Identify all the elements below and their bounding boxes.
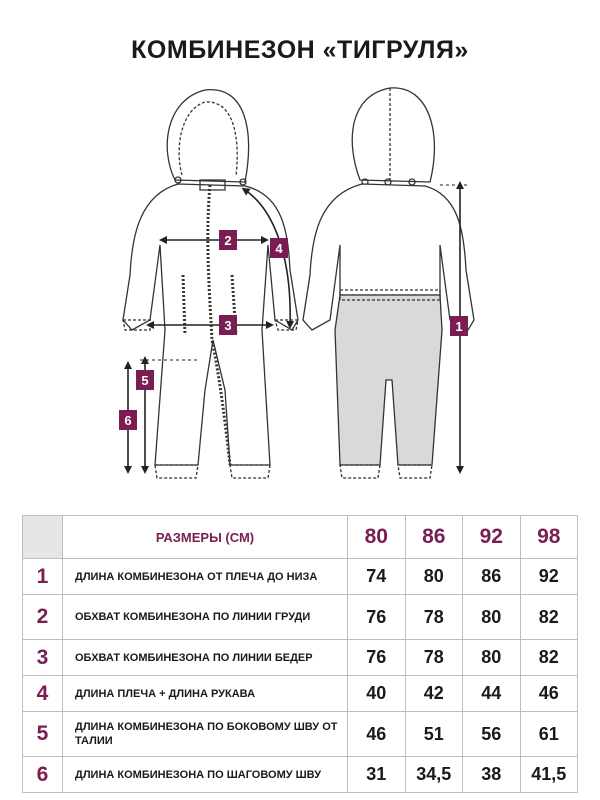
row-value: 46 bbox=[348, 712, 406, 757]
svg-text:6: 6 bbox=[124, 413, 132, 428]
row-value: 74 bbox=[348, 559, 406, 595]
row-number: 4 bbox=[23, 676, 63, 712]
table-row bbox=[23, 559, 578, 595]
row-number: 6 bbox=[23, 757, 63, 793]
row-value: 86 bbox=[463, 559, 521, 595]
row-value: 76 bbox=[348, 640, 406, 676]
row-value: 40 bbox=[348, 676, 406, 712]
table-row bbox=[23, 595, 578, 640]
front-view bbox=[123, 90, 298, 478]
row-value: 34,5 bbox=[405, 757, 463, 793]
table-row bbox=[23, 676, 578, 712]
header-sizes-label: РАЗМЕРЫ (СМ) bbox=[63, 516, 348, 559]
header-empty-cell bbox=[23, 516, 63, 559]
row-value: 80 bbox=[463, 640, 521, 676]
row-value: 38 bbox=[463, 757, 521, 793]
row-value: 78 bbox=[405, 640, 463, 676]
back-view bbox=[303, 88, 474, 478]
row-label: ДЛИНА ПЛЕЧА + ДЛИНА РУКАВА bbox=[63, 676, 348, 712]
header-size-80: 80 bbox=[348, 516, 406, 559]
row-value: 80 bbox=[463, 595, 521, 640]
row-value: 56 bbox=[463, 712, 521, 757]
size-table bbox=[22, 515, 578, 793]
row-value: 44 bbox=[463, 676, 521, 712]
row-label: ДЛИНА КОМБИНЕЗОНА ОТ ПЛЕЧА ДО НИЗА bbox=[63, 559, 348, 595]
row-label: ОБХВАТ КОМБИНЕЗОНА ПО ЛИНИИ ГРУДИ bbox=[63, 595, 348, 640]
table-header-row bbox=[23, 516, 578, 559]
table-row bbox=[23, 640, 578, 676]
row-value: 76 bbox=[348, 595, 406, 640]
svg-text:4: 4 bbox=[275, 241, 283, 256]
row-number: 2 bbox=[23, 595, 63, 640]
header-size-92: 92 bbox=[463, 516, 521, 559]
row-value: 42 bbox=[405, 676, 463, 712]
row-value: 82 bbox=[520, 640, 578, 676]
row-value: 31 bbox=[348, 757, 406, 793]
back-hood bbox=[352, 88, 434, 182]
row-number: 3 bbox=[23, 640, 63, 676]
row-label: ДЛИНА КОМБИНЕЗОНА ПО БОКОВОМУ ШВУ ОТ ТАЛИИ bbox=[63, 712, 348, 757]
row-number: 5 bbox=[23, 712, 63, 757]
badge-5 bbox=[136, 370, 154, 390]
svg-text:3: 3 bbox=[224, 318, 232, 333]
badge-4 bbox=[270, 238, 288, 258]
badge-2 bbox=[219, 230, 237, 250]
row-value: 80 bbox=[405, 559, 463, 595]
row-value: 46 bbox=[520, 676, 578, 712]
row-value: 51 bbox=[405, 712, 463, 757]
table-row bbox=[23, 757, 578, 793]
row-label: ДЛИНА КОМБИНЕЗОНА ПО ШАГОВОМУ ШВУ bbox=[63, 757, 348, 793]
header-size-98: 98 bbox=[520, 516, 578, 559]
row-value: 78 bbox=[405, 595, 463, 640]
row-value: 61 bbox=[520, 712, 578, 757]
badge-3 bbox=[219, 315, 237, 335]
row-number: 1 bbox=[23, 559, 63, 595]
svg-text:5: 5 bbox=[141, 373, 149, 388]
svg-text:2: 2 bbox=[224, 233, 232, 248]
row-value: 41,5 bbox=[520, 757, 578, 793]
row-value: 92 bbox=[520, 559, 578, 595]
back-pants bbox=[335, 295, 442, 465]
badge-1 bbox=[450, 316, 468, 336]
header-size-86: 86 bbox=[405, 516, 463, 559]
page-title: КОМБИНЕЗОН «ТИГРУЛЯ» bbox=[131, 36, 469, 64]
row-label: ОБХВАТ КОМБИНЕЗОНА ПО ЛИНИИ БЕДЕР bbox=[63, 640, 348, 676]
svg-text:1: 1 bbox=[455, 319, 463, 334]
row-value: 82 bbox=[520, 595, 578, 640]
badge-6 bbox=[119, 410, 137, 430]
garment-illustration bbox=[0, 80, 600, 500]
table-row bbox=[23, 712, 578, 757]
